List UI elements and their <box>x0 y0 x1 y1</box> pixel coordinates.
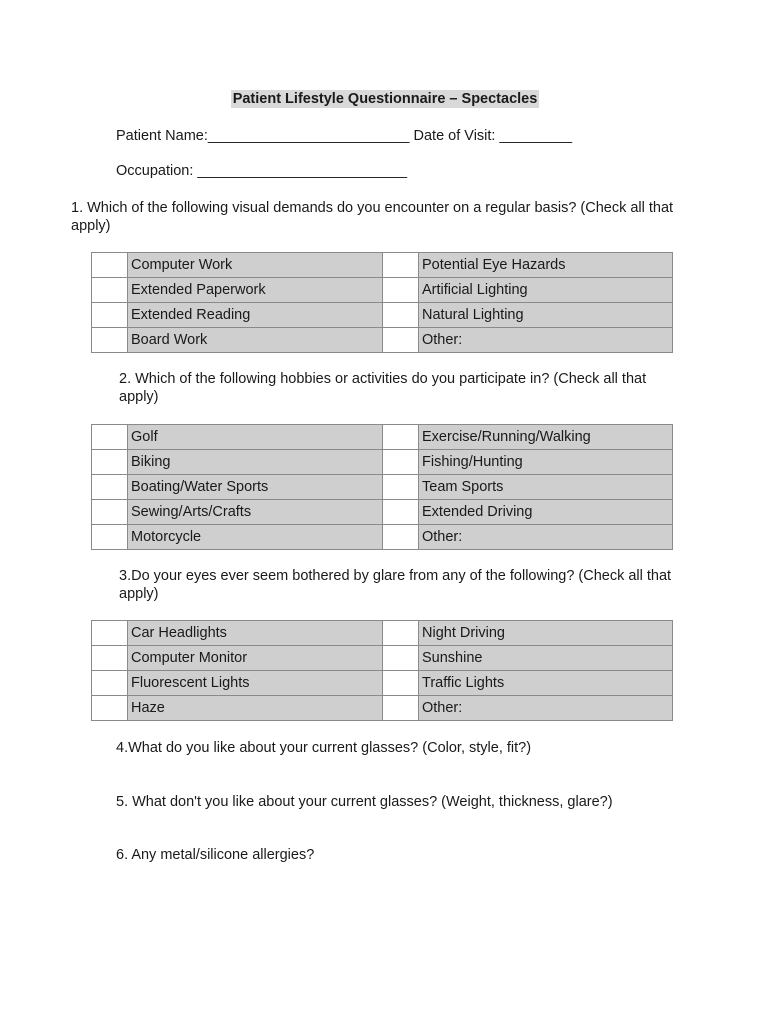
table-row <box>92 303 673 328</box>
checkbox[interactable] <box>383 328 419 353</box>
table-row <box>92 278 673 303</box>
checkbox[interactable] <box>92 450 128 475</box>
checkbox[interactable] <box>92 646 128 671</box>
table-row <box>92 450 673 475</box>
table-row <box>92 621 673 646</box>
question-3: 3.Do your eyes ever seem bothered by glare from any of the following? (Check all that apply) <box>119 568 672 602</box>
checkbox[interactable] <box>92 253 128 278</box>
question-1: 1. Which of the following visual demands do you encounter on a regular basis? (Check all that apply) <box>71 200 674 234</box>
table-row <box>92 475 673 500</box>
table-row <box>92 253 673 278</box>
option-label: Boating/Water Sports <box>128 475 383 500</box>
option-label: Artificial Lighting <box>419 278 673 303</box>
document-title-wrap <box>0 91 770 107</box>
option-label: Extended Paperwork <box>128 278 383 303</box>
checkbox[interactable] <box>383 303 419 328</box>
checkbox[interactable] <box>383 621 419 646</box>
option-label: Other: <box>419 696 673 721</box>
question-2: 2. Which of the following hobbies or activities do you participate in? (Check all that apply) <box>119 371 647 405</box>
option-label: Potential Eye Hazards <box>419 253 673 278</box>
option-label: Other: <box>419 525 673 550</box>
option-label: Car Headlights <box>128 621 383 646</box>
option-label: Natural Lighting <box>419 303 673 328</box>
option-label: Board Work <box>128 328 383 353</box>
checkbox[interactable] <box>92 278 128 303</box>
occupation-line: Occupation: __________________________ <box>116 163 408 179</box>
option-label: Sunshine <box>419 646 673 671</box>
option-label: Haze <box>128 696 383 721</box>
option-label: Team Sports <box>419 475 673 500</box>
table-row <box>92 696 673 721</box>
option-label: Extended Driving <box>419 500 673 525</box>
checkbox[interactable] <box>383 696 419 721</box>
option-label: Fluorescent Lights <box>128 671 383 696</box>
checkbox[interactable] <box>383 646 419 671</box>
checkbox[interactable] <box>383 671 419 696</box>
question-6: 6. Any metal/silicone allergies? <box>116 847 315 863</box>
table-row <box>92 328 673 353</box>
checkbox[interactable] <box>383 425 419 450</box>
option-label: Night Driving <box>419 621 673 646</box>
option-label: Exercise/Running/Walking <box>419 425 673 450</box>
option-label: Computer Monitor <box>128 646 383 671</box>
option-label: Sewing/Arts/Crafts <box>128 500 383 525</box>
q1-options-table <box>91 252 673 353</box>
checkbox[interactable] <box>92 328 128 353</box>
checkbox[interactable] <box>383 450 419 475</box>
checkbox[interactable] <box>92 525 128 550</box>
checkbox[interactable] <box>383 500 419 525</box>
checkbox[interactable] <box>92 303 128 328</box>
checkbox[interactable] <box>383 525 419 550</box>
table-row <box>92 646 673 671</box>
option-label: Traffic Lights <box>419 671 673 696</box>
question-5: 5. What don't you like about your current glasses? (Weight, thickness, glare?) <box>116 794 613 810</box>
table-row <box>92 425 673 450</box>
option-label: Fishing/Hunting <box>419 450 673 475</box>
document-title: Patient Lifestyle Questionnaire – Spectacles <box>232 91 538 107</box>
checkbox[interactable] <box>383 475 419 500</box>
option-label: Other: <box>419 328 673 353</box>
checkbox[interactable] <box>383 278 419 303</box>
checkbox[interactable] <box>92 671 128 696</box>
q3-options-table <box>91 620 673 721</box>
checkbox[interactable] <box>92 475 128 500</box>
checkbox[interactable] <box>92 500 128 525</box>
checkbox[interactable] <box>92 696 128 721</box>
table-row <box>92 671 673 696</box>
table-row <box>92 525 673 550</box>
option-label: Biking <box>128 450 383 475</box>
checkbox[interactable] <box>383 253 419 278</box>
option-label: Motorcycle <box>128 525 383 550</box>
option-label: Extended Reading <box>128 303 383 328</box>
option-label: Golf <box>128 425 383 450</box>
checkbox[interactable] <box>92 621 128 646</box>
option-label: Computer Work <box>128 253 383 278</box>
table-row <box>92 500 673 525</box>
q2-options-table <box>91 424 673 550</box>
question-4: 4.What do you like about your current glasses? (Color, style, fit?) <box>116 740 532 756</box>
checkbox[interactable] <box>92 425 128 450</box>
patient-name-line: Patient Name:_________________________ Date of Visit: _________ <box>116 128 573 144</box>
